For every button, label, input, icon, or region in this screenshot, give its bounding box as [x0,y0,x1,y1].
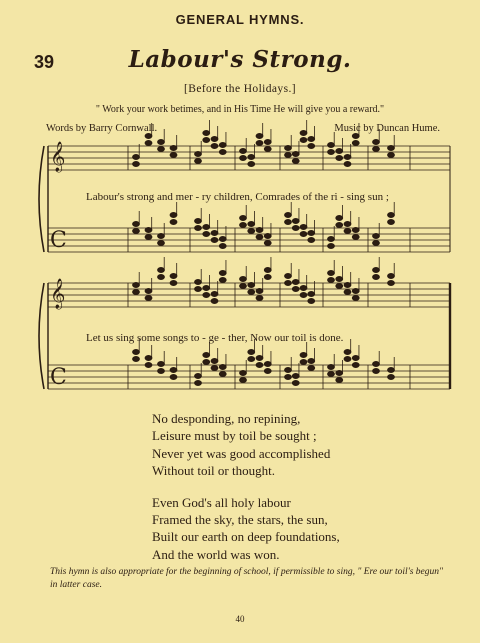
note-head [373,140,380,145]
note-head [240,216,247,221]
note-head [292,159,299,164]
note-head [256,356,263,361]
note-head [133,357,140,362]
note-head [219,365,226,370]
note-head [352,356,359,361]
note-head [248,155,255,160]
treble-clef-icon: 𝄞 [50,279,66,309]
note-head [336,156,343,161]
note-head [203,353,210,358]
note-head [352,363,359,368]
note-head [344,350,351,355]
note-head [170,274,177,279]
verse-line: Never yet was good accomplished [152,445,331,461]
note-head [336,371,343,376]
note-head [352,134,359,139]
note-head [300,360,307,365]
note-head [170,281,177,286]
note-head [158,241,165,246]
brace-icon [39,146,44,252]
note-head [328,244,335,249]
page-number: 40 [235,614,245,624]
note-head [219,143,226,148]
note-head [344,155,351,160]
note-head [373,369,380,374]
note-head [219,278,226,283]
note-head [292,280,299,285]
note-head [352,235,359,240]
hymn-epigraph: " Work your work betimes, and in His Time He will give you a reward." [95,104,385,115]
note-head [145,228,152,233]
music-credit: Music by Duncan Hume. [334,123,440,134]
note-head [133,229,140,234]
note-head [211,231,218,236]
note-head [203,286,210,291]
verse-line: No desponding, no repining, [152,411,301,426]
note-head [248,162,255,167]
note-head [308,144,315,149]
note-head [170,220,177,225]
note-head [300,232,307,237]
note-head [336,284,343,289]
note-head [328,237,335,242]
note-head [352,228,359,233]
note-head [388,213,395,218]
note-head [145,363,152,368]
note-head [240,277,247,282]
note-head [170,368,177,373]
note-head [211,292,218,297]
note-head [285,153,292,158]
note-head [256,141,263,146]
note-head [388,375,395,380]
words-credit: Words by Barry Cornwall. [46,123,158,134]
note-head [240,284,247,289]
verse-line: Framed the sky, the stars, the sun, [152,512,328,528]
note-head [373,362,380,367]
brace-icon [39,283,44,389]
note-head [264,234,271,239]
note-head [308,292,315,297]
note-head [264,275,271,280]
note-head [292,219,299,224]
note-head [344,290,351,295]
note-head [133,162,140,167]
note-head [285,274,292,279]
note-head [240,378,247,383]
note-head [352,289,359,294]
note-head [133,290,140,295]
note-head [388,146,395,151]
lyrics-line-2: Let us sing some songs to - ge - ther, Now our toil is done. [86,332,344,344]
note-head [145,141,152,146]
note-head [373,234,380,239]
note-head [388,220,395,225]
note-head [211,299,218,304]
note-head [285,213,292,218]
note-head [256,296,263,301]
note-head [248,350,255,355]
note-head [195,152,202,157]
note-head [145,235,152,240]
verse-block [152,410,340,577]
note-head [211,366,218,371]
note-head [219,271,226,276]
note-head [158,147,165,152]
note-head [219,150,226,155]
note-head [373,241,380,246]
running-head: GENERAL HYMNS. [175,12,305,27]
hymn-occasion: [Before the Holidays.] [184,83,296,95]
note-head [292,226,299,231]
note-head [248,283,255,288]
verse-line: And the world was won. [152,546,280,562]
note-head [211,359,218,364]
note-head [308,137,315,142]
note-head [203,138,210,143]
note-head [248,290,255,295]
note-head [195,159,202,164]
note-head [336,149,343,154]
note-head [292,152,299,157]
note-head [195,374,202,379]
note-head [300,286,307,291]
note-head [328,143,335,148]
note-head [219,244,226,249]
note-head [240,156,247,161]
note-head [264,147,271,152]
note-head [158,268,165,273]
note-head [373,268,380,273]
note-head [328,278,335,283]
note-head [211,238,218,243]
note-head [308,366,315,371]
note-head [388,274,395,279]
lyrics-line-1: Labour's strong and mer - ry children, Comrades of the ri - sing sun ; [86,191,389,203]
note-head [344,283,351,288]
note-head [300,131,307,136]
note-head [195,287,202,292]
note-head [336,277,343,282]
note-head [336,223,343,228]
stanza-1 [152,410,340,480]
note-head [170,213,177,218]
note-head [264,140,271,145]
note-head [388,368,395,373]
note-head [264,241,271,246]
verse-line: Without toil or thought. [152,463,275,479]
note-head [264,369,271,374]
note-head [203,225,210,230]
note-head [203,131,210,136]
note-head [285,281,292,286]
note-head [240,223,247,228]
note-head [170,146,177,151]
note-head [388,281,395,286]
note-head [158,369,165,374]
note-head [292,374,299,379]
note-head [158,234,165,239]
note-head [158,362,165,367]
note-head [158,140,165,145]
note-head [256,363,263,368]
footnote: This hymn is also appropriate for the beginning of school, if permissible to sing, " Ere our toil's begun" in latter case. [50,567,443,590]
note-head [203,293,210,298]
note-head [352,296,359,301]
note-head [158,275,165,280]
note-head [145,289,152,294]
note-head [336,216,343,221]
note-head [195,226,202,231]
note-head [300,353,307,358]
verse-line: Leisure must by toil be sought ; [152,428,317,444]
note-head [373,147,380,152]
note-head [248,229,255,234]
note-head [285,368,292,373]
note-head [170,375,177,380]
note-head [256,228,263,233]
verse-line: Even God's all holy labour [152,494,291,510]
note-head [170,153,177,158]
note-head [240,371,247,376]
note-head [256,289,263,294]
note-head [285,375,292,380]
stanza-2 [152,494,340,564]
note-head [145,296,152,301]
note-head [264,268,271,273]
verse-line: Built our earth on deep foundations, [152,529,340,545]
hymn-number: 39 [34,52,55,72]
note-head [219,372,226,377]
note-head [328,150,335,155]
note-head [195,381,202,386]
note-head [211,144,218,149]
note-head [256,134,263,139]
bass-clef-icon: C [50,228,67,253]
note-head [292,287,299,292]
note-head [344,162,351,167]
note-head [328,365,335,370]
note-head [133,283,140,288]
note-head [300,138,307,143]
note-head [292,381,299,386]
note-head [145,356,152,361]
note-head [344,357,351,362]
note-head [195,280,202,285]
note-head [133,350,140,355]
note-head [240,149,247,154]
note-head [133,155,140,160]
note-head [145,134,152,139]
note-head [133,222,140,227]
note-head [264,362,271,367]
note-head [248,222,255,227]
note-head [308,231,315,236]
note-head [248,357,255,362]
note-head [308,359,315,364]
note-head [256,235,263,240]
note-head [344,222,351,227]
hymn-title: Labour's Strong. [128,46,352,73]
bass-clef-icon: C [50,365,67,390]
note-head [211,137,218,142]
note-head [219,237,226,242]
note-head [300,293,307,298]
note-head [203,232,210,237]
note-head [388,153,395,158]
treble-clef-icon: 𝄞 [50,142,66,172]
note-head [352,141,359,146]
note-head [373,275,380,280]
note-head [300,225,307,230]
note-head [328,372,335,377]
note-head [308,299,315,304]
note-head [285,146,292,151]
note-head [344,229,351,234]
note-head [203,360,210,365]
note-head [308,238,315,243]
note-head [328,271,335,276]
note-head [195,219,202,224]
note-head [285,220,292,225]
note-head [336,378,343,383]
